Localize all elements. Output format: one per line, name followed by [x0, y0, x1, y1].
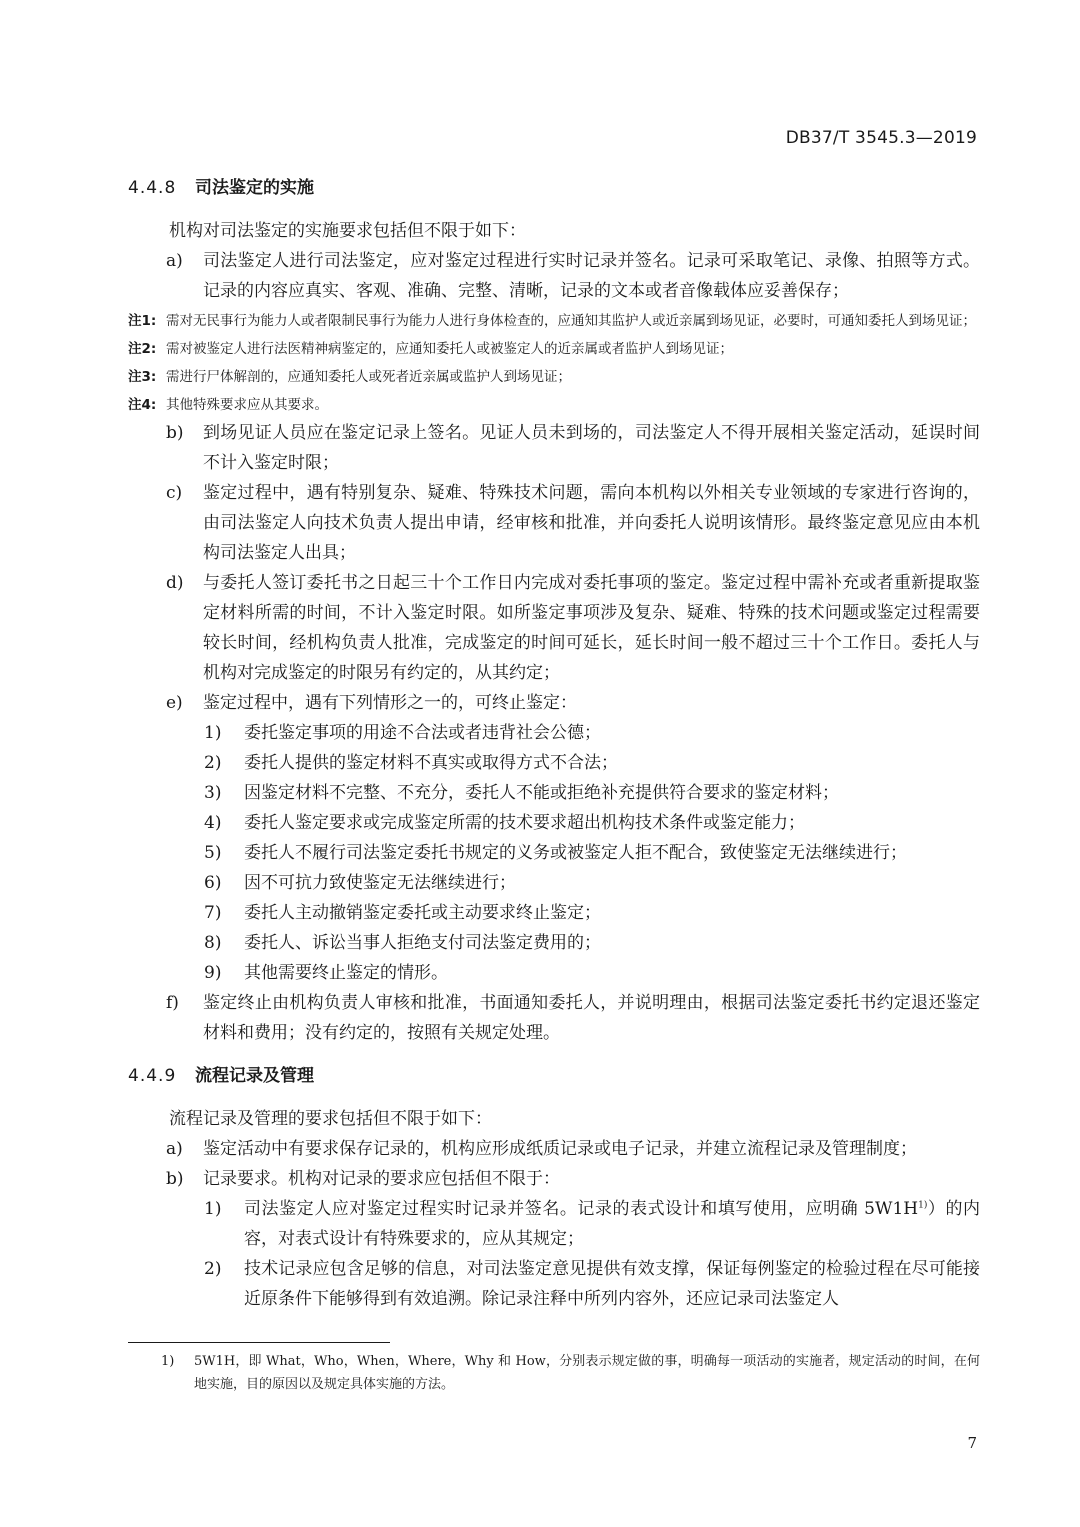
- item-text: 记录要求。机构对记录的要求应包括但不限于：: [203, 1169, 560, 1189]
- sub-list-item: [128, 958, 980, 988]
- sub-list-item: [128, 808, 980, 838]
- item-label: a): [166, 251, 183, 271]
- item-text: 鉴定终止由机构负责人审核和批准，书面通知委托人，并说明理由，根据司法鉴定委托书约定退还鉴定材料和费用；没有约定的，按照有关规定处理。: [203, 993, 980, 1043]
- sub-list-item: [128, 868, 980, 898]
- item-text: 鉴定活动中有要求保存记录的，机构应形成纸质记录或电子记录，并建立流程记录及管理制度；: [203, 1139, 917, 1159]
- list-item: [128, 418, 980, 478]
- sub-item-label: 9): [204, 963, 222, 983]
- footnote: [128, 1350, 980, 1396]
- list-item: [128, 688, 980, 718]
- list-item: [128, 1164, 980, 1194]
- item-text: 鉴定过程中，遇有下列情形之一的，可终止鉴定：: [203, 693, 577, 713]
- sub-item-text: 其他需要终止鉴定的情形。: [244, 963, 448, 983]
- item-text: 与委托人签订委托书之日起三十个工作日内完成对委托事项的鉴定。鉴定过程中需补充或者重新提取鉴定材料所需的时间，不计入鉴定时限。如所鉴定事项涉及复杂、疑难、特殊的技术问题或鉴定过程需要较长时间，经机构负责人批准，完成鉴定的时间可延长，延长时间一般不超过三十个工作日。委托人与机构对完成鉴定的时限另有约定的，从其约定；: [203, 573, 980, 683]
- item-label: c): [166, 483, 183, 503]
- sub-item-label: 2): [204, 1259, 222, 1279]
- sub-item-text: 委托人鉴定要求或完成鉴定所需的技术要求超出机构技术条件或鉴定能力；: [244, 813, 805, 833]
- section-title: 流程记录及管理: [195, 1066, 314, 1086]
- sub-item-text: 因鉴定材料不完整、不充分，委托人不能或拒绝补充提供符合要求的鉴定材料；: [244, 783, 839, 803]
- item-label: b): [166, 423, 184, 443]
- sub-item-text: 委托人主动撤销鉴定委托或主动要求终止鉴定；: [244, 903, 601, 923]
- sub-item-label: 2): [204, 753, 222, 773]
- item-label: a): [166, 1139, 183, 1159]
- sub-list-item: [128, 1194, 980, 1254]
- sub-list-item: [128, 748, 980, 778]
- sub-item-label: 6): [204, 873, 222, 893]
- sub-item-text: 委托人提供的鉴定材料不真实或取得方式不合法；: [244, 753, 618, 773]
- note-text: 需对被鉴定人进行法医精神病鉴定的，应通知委托人或被鉴定人的近亲属或者监护人到场见证；: [166, 341, 733, 357]
- footnote-text: 5W1H，即 What，Who，When，Where，Why 和 How，分别表示规定做的事，明确每一项活动的实施者，规定活动的时间，在何地实施，目的原因以及规定具体实施的方法。: [194, 1354, 980, 1392]
- note-label: 注1:: [128, 313, 157, 329]
- footnote-divider: [128, 1342, 390, 1343]
- footnote-label: 1): [161, 1354, 175, 1369]
- document-code: DB37/T 3545.3—2019: [785, 128, 977, 148]
- list-item: [128, 568, 980, 688]
- note-label: 注4:: [128, 397, 157, 413]
- note-label: 注2:: [128, 341, 157, 357]
- note-label: 注3:: [128, 369, 157, 385]
- sub-item-text: 委托鉴定事项的用途不合法或者违背社会公德；: [244, 723, 601, 743]
- sub-list-item: [128, 898, 980, 928]
- sub-list-item: [128, 1254, 980, 1314]
- note-text: 需对无民事行为能力人或者限制民事行为能力人进行身体检查的，应通知其监护人或近亲属到场见证，必要时，可通知委托人到场见证；: [166, 313, 976, 329]
- note-item: [128, 392, 980, 418]
- list-item: [128, 478, 980, 568]
- sub-item-label: 3): [204, 783, 222, 803]
- sub-item-label: 1): [204, 723, 222, 743]
- sub-item-label: 1): [204, 1199, 222, 1219]
- section-number: 4.4.8: [128, 178, 177, 198]
- sub-item-text-part: 司法鉴定人应对鉴定过程实时记录并签名。记录的表式设计和填写使用，应明确 5W1H: [244, 1199, 919, 1219]
- sub-list-item: [128, 718, 980, 748]
- section-heading-4-4-9: [128, 1060, 980, 1092]
- note-text: 其他特殊要求应从其要求。: [166, 397, 328, 413]
- item-label: b): [166, 1169, 184, 1189]
- item-label: d): [166, 573, 184, 593]
- sub-list-item: [128, 928, 980, 958]
- page-content: [128, 172, 980, 1314]
- sub-list-item: [128, 838, 980, 868]
- sub-item-label: 8): [204, 933, 222, 953]
- item-label: e): [166, 693, 183, 713]
- sub-item-label: 7): [204, 903, 222, 923]
- sub-item-text: 委托人、诉讼当事人拒绝支付司法鉴定费用的；: [244, 933, 601, 953]
- section-intro: 流程记录及管理的要求包括但不限于如下：: [169, 1109, 492, 1129]
- sub-list-item: [128, 778, 980, 808]
- sub-item-text: 委托人不履行司法鉴定委托书规定的义务或被鉴定人拒不配合，致使鉴定无法继续进行；: [244, 843, 907, 863]
- sub-item-label: 4): [204, 813, 222, 833]
- note-item: [128, 364, 980, 390]
- footnote-reference: 1): [918, 1200, 928, 1211]
- item-text: 到场见证人员应在鉴定记录上签名。见证人员未到场的，司法鉴定人不得开展相关鉴定活动，延误时间不计入鉴定时限；: [203, 423, 980, 473]
- list-item: [128, 246, 980, 306]
- sub-item-text: 技术记录应包含足够的信息，对司法鉴定意见提供有效支撑，保证每例鉴定的检验过程在尽可能接近原条件下能够得到有效追溯。除记录注释中所列内容外，还应记录司法鉴定人: [244, 1259, 980, 1309]
- list-item: [128, 1134, 980, 1164]
- note-item: [128, 336, 980, 362]
- sub-item-label: 5): [204, 843, 222, 863]
- note-text: 需进行尸体解剖的，应通知委托人或死者近亲属或监护人到场见证；: [166, 369, 571, 385]
- note-item: [128, 308, 980, 334]
- section-number: 4.4.9: [128, 1066, 177, 1086]
- list-item: [128, 988, 980, 1048]
- page-number: 7: [967, 1434, 977, 1452]
- item-text: 鉴定过程中，遇有特别复杂、疑难、特殊技术问题，需向本机构以外相关专业领域的专家进行咨询的，由司法鉴定人向技术负责人提出申请，经审核和批准，并向委托人说明该情形。最终鉴定意见应由本机构司法鉴定人出具；: [203, 483, 980, 563]
- sub-item-text: 因不可抗力致使鉴定无法继续进行；: [244, 873, 516, 893]
- sub-item-text: [244, 1194, 980, 1254]
- item-text: 司法鉴定人进行司法鉴定，应对鉴定过程进行实时记录并签名。记录可采取笔记、录像、拍照等方式。记录的内容应真实、客观、准确、完整、清晰，记录的文本或者音像载体应妥善保存；: [203, 251, 980, 301]
- section-title: 司法鉴定的实施: [195, 178, 314, 198]
- section-intro: 机构对司法鉴定的实施要求包括但不限于如下：: [169, 221, 526, 241]
- sub-item-text-part: ）的内容，对表式设计有特殊要求的，应从其规定；: [244, 1199, 980, 1249]
- item-label: f): [166, 993, 179, 1013]
- section-heading-4-4-8: [128, 172, 980, 204]
